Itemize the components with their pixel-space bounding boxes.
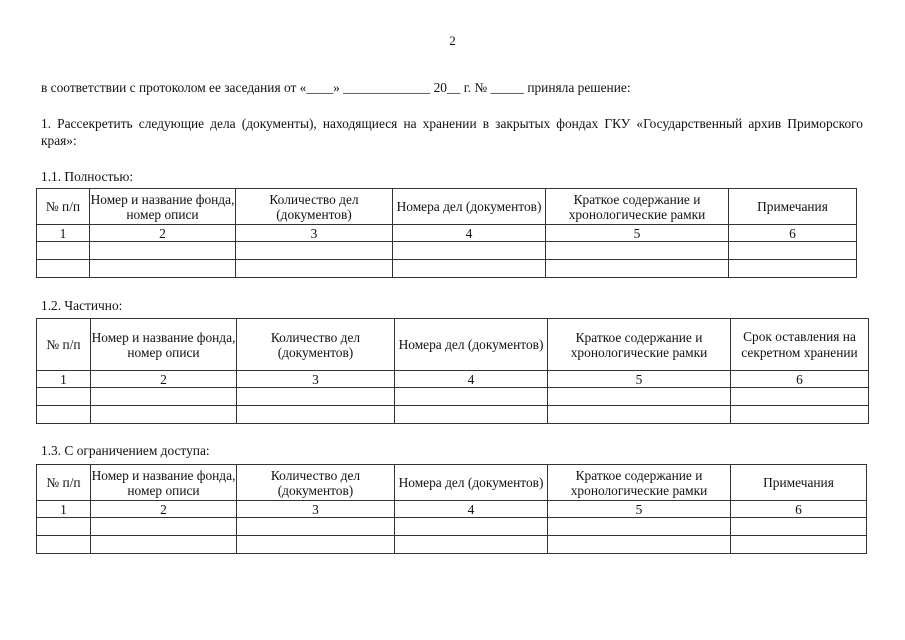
table-row	[37, 406, 869, 424]
empty-cell	[91, 388, 237, 406]
empty-cell	[729, 260, 857, 278]
column-number-cell: 6	[729, 225, 857, 242]
section-title-full: 1.1. Полностью:	[41, 169, 134, 184]
table-declassify-partial	[36, 318, 869, 424]
header-cell-case-numbers: Номера дел (документов)	[395, 319, 548, 371]
table-row	[37, 242, 857, 260]
empty-cell	[91, 536, 237, 554]
column-number-cell: 2	[91, 371, 237, 388]
empty-cell	[395, 518, 548, 536]
empty-cell	[90, 260, 236, 278]
empty-cell	[37, 388, 91, 406]
header-cell-secret-retention-term: Срок оставления на секретном хранении	[731, 319, 869, 371]
empty-cell	[91, 406, 237, 424]
table-row	[37, 518, 867, 536]
intro-text: в соответствии с протоколом ее заседания от «____» _____________ 20__ г. № _____ приняла решение:	[41, 80, 631, 95]
header-cell-fund: Номер и название фонда, номер описи	[91, 465, 237, 501]
empty-cell	[90, 242, 236, 260]
header-cell-number: № п/п	[37, 319, 91, 371]
table-header-row	[37, 319, 869, 371]
table-row	[37, 388, 869, 406]
empty-cell	[546, 260, 729, 278]
section-title-restricted: 1.3. С ограничением доступа:	[41, 443, 210, 458]
column-number-cell: 1	[37, 501, 91, 518]
empty-cell	[731, 406, 869, 424]
header-cell-case-numbers: Номера дел (документов)	[395, 465, 548, 501]
header-cell-quantity: Количество дел (документов)	[236, 189, 393, 225]
empty-cell	[731, 388, 869, 406]
header-cell-notes: Примечания	[731, 465, 867, 501]
empty-cell	[393, 242, 546, 260]
column-number-row	[37, 501, 867, 518]
column-number-cell: 1	[37, 371, 91, 388]
empty-cell	[395, 536, 548, 554]
empty-cell	[236, 242, 393, 260]
column-number-row	[37, 371, 869, 388]
table-header-row	[37, 189, 857, 225]
empty-cell	[37, 242, 90, 260]
empty-cell	[37, 518, 91, 536]
empty-cell	[37, 260, 90, 278]
empty-cell	[236, 260, 393, 278]
empty-cell	[37, 406, 91, 424]
column-number-cell: 2	[91, 501, 237, 518]
empty-cell	[731, 518, 867, 536]
header-cell-fund: Номер и название фонда, номер описи	[91, 319, 237, 371]
empty-cell	[395, 388, 548, 406]
empty-cell	[237, 406, 395, 424]
header-cell-summary: Краткое содержание и хронологические рамки	[546, 189, 729, 225]
empty-cell	[395, 406, 548, 424]
column-number-cell: 4	[395, 501, 548, 518]
empty-cell	[729, 242, 857, 260]
empty-cell	[548, 388, 731, 406]
header-cell-notes: Примечания	[729, 189, 857, 225]
empty-cell	[731, 536, 867, 554]
empty-cell	[237, 536, 395, 554]
column-number-cell: 2	[90, 225, 236, 242]
empty-cell	[546, 242, 729, 260]
header-cell-quantity: Количество дел (документов)	[237, 319, 395, 371]
table-declassify-full	[36, 188, 857, 278]
table-restricted-access	[36, 464, 867, 554]
table-header-row	[37, 465, 867, 501]
column-number-cell: 3	[237, 371, 395, 388]
section-title-partial: 1.2. Частично:	[41, 298, 123, 313]
column-number-cell: 5	[546, 225, 729, 242]
column-number-cell: 5	[548, 371, 731, 388]
empty-cell	[548, 406, 731, 424]
column-number-cell: 5	[548, 501, 731, 518]
table-row	[37, 536, 867, 554]
header-cell-fund: Номер и название фонда, номер описи	[90, 189, 236, 225]
column-number-cell: 3	[236, 225, 393, 242]
column-number-row	[37, 225, 857, 242]
empty-cell	[237, 518, 395, 536]
empty-cell	[548, 536, 731, 554]
column-number-cell: 6	[731, 501, 867, 518]
column-number-cell: 1	[37, 225, 90, 242]
header-cell-number: № п/п	[37, 189, 90, 225]
empty-cell	[393, 260, 546, 278]
decision-text: 1. Рассекретить следующие дела (документы), находящиеся на хранении в закрытых фондах ГКУ «Государственный архив Приморского края»:	[41, 116, 863, 148]
table-row	[37, 260, 857, 278]
empty-cell	[37, 536, 91, 554]
column-number-cell: 4	[395, 371, 548, 388]
header-cell-number: № п/п	[37, 465, 91, 501]
header-cell-case-numbers: Номера дел (документов)	[393, 189, 546, 225]
column-number-cell: 6	[731, 371, 869, 388]
column-number-cell: 3	[237, 501, 395, 518]
header-cell-summary: Краткое содержание и хронологические рамки	[548, 465, 731, 501]
empty-cell	[237, 388, 395, 406]
header-cell-summary: Краткое содержание и хронологические рамки	[548, 319, 731, 371]
page-number: 2	[449, 33, 456, 48]
column-number-cell: 4	[393, 225, 546, 242]
empty-cell	[548, 518, 731, 536]
header-cell-quantity: Количество дел (документов)	[237, 465, 395, 501]
empty-cell	[91, 518, 237, 536]
